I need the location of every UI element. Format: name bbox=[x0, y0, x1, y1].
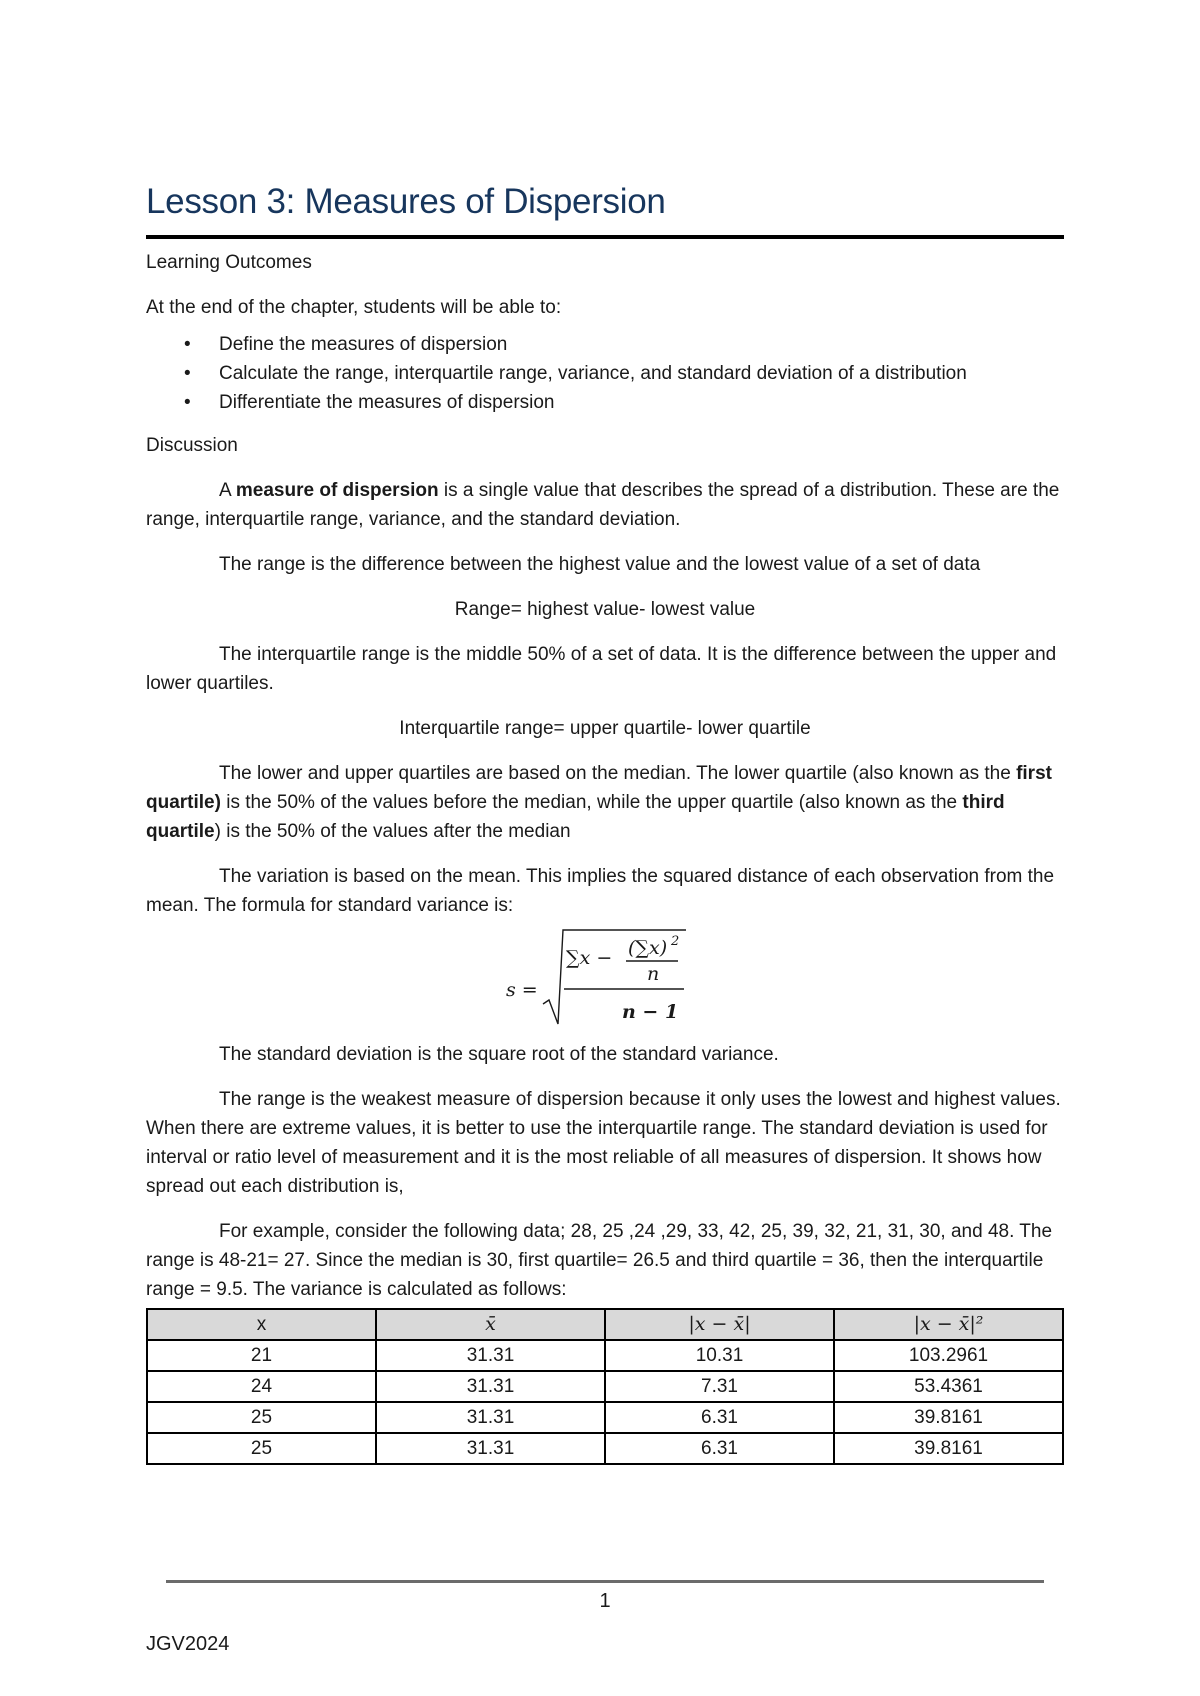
paragraph-variation: The variation is based on the mean. This implies the squared distance of each observation from the mean. The formula for standard variance is: bbox=[146, 866, 1055, 916]
outcome-text: Differentiate the measures of dispersion bbox=[219, 392, 555, 413]
page-number: 1 bbox=[599, 1590, 611, 1612]
table-cell: 31.31 bbox=[376, 1340, 605, 1371]
table-cell: 6.31 bbox=[605, 1402, 834, 1433]
table-cell: 31.31 bbox=[376, 1402, 605, 1433]
range-formula: Range= highest value- lowest value bbox=[454, 599, 756, 620]
table-cell: 24 bbox=[147, 1371, 376, 1402]
paragraph-example: For example, consider the following data; 28, 25 ,24 ,29, 33, 42, 25, 39, 32, 21, 31, 30, and 48. The range is 48-21= 27. Since the median is 30, first quartile= 26.5 and third quartile = 36, then the interquartile range = 9.5. The variance is calculated as follows: bbox=[146, 1221, 1053, 1300]
paragraph-dispersion-definition bbox=[146, 476, 1064, 534]
table-cell: 25 bbox=[147, 1433, 376, 1464]
list-item bbox=[146, 359, 1064, 388]
outcomes-intro: At the end of the chapter, students will be able to: bbox=[146, 297, 562, 318]
table-row bbox=[147, 1402, 1063, 1433]
paragraph-quartiles bbox=[146, 759, 1064, 846]
table-cell: 53.4361 bbox=[834, 1371, 1063, 1402]
paragraph-standard-deviation: The standard deviation is the square root of the standard variance. bbox=[219, 1044, 779, 1065]
lesson-title: Lesson 3: Measures of Dispersion bbox=[146, 182, 666, 221]
document-body bbox=[146, 248, 1064, 1465]
paragraph-range: The range is the difference between the highest value and the lowest value of a set of data bbox=[219, 554, 981, 575]
iqr-formula: Interquartile range= upper quartile- lower quartile bbox=[399, 718, 811, 739]
bold-term: measure of dispersion bbox=[235, 480, 439, 501]
table-row bbox=[147, 1433, 1063, 1464]
list-item bbox=[146, 388, 1064, 417]
column-header-squared-deviation: |x − x̄|² bbox=[834, 1309, 1063, 1340]
bullet-icon: • bbox=[184, 334, 191, 355]
outcomes-list bbox=[146, 330, 1064, 417]
table-cell: 10.31 bbox=[605, 1340, 834, 1371]
text-run: is a single value that describes the spread of a distribution. These are the range, interquartile range, variance, and the standard deviation. bbox=[146, 480, 1060, 530]
bold-term: first quartile) bbox=[146, 763, 1052, 813]
table-cell: 7.31 bbox=[605, 1371, 834, 1402]
paragraph-comparison: The range is the weakest measure of dispersion because it only uses the lowest and highest values. When there are extreme values, it is better to use the interquartile range. The standard deviation is used for interval or ratio level of measurement and it is the most reliable of all measures of dispersion. It shows how spread out each distribution is, bbox=[146, 1089, 1061, 1197]
formula-lhs: s = bbox=[506, 979, 538, 1001]
variance-formula-graphic bbox=[506, 926, 726, 1028]
formula-denominator: n − 1 bbox=[622, 1001, 679, 1023]
text-run: ) is the 50% of the values after the median bbox=[214, 821, 571, 842]
discussion-heading: Discussion bbox=[146, 435, 238, 456]
table-cell: 31.31 bbox=[376, 1433, 605, 1464]
text-run: is the 50% of the values before the median, while the upper quartile (also known as the bbox=[220, 792, 963, 813]
footer-divider bbox=[166, 1580, 1044, 1583]
text-run: The lower and upper quartiles are based on the median. The lower quartile (also known as the bbox=[219, 763, 1017, 784]
variance-table bbox=[146, 1308, 1064, 1465]
formula-n-inner: n bbox=[647, 963, 660, 985]
table-header-row bbox=[147, 1309, 1063, 1340]
bold-term: third quartile bbox=[146, 792, 1005, 842]
table-cell: 6.31 bbox=[605, 1433, 834, 1464]
paragraph-iqr: The interquartile range is the middle 50% of a set of data. It is the difference between the upper and lower quartiles. bbox=[146, 644, 1057, 694]
column-header-abs-deviation: |x − x̄| bbox=[605, 1309, 834, 1340]
table-row bbox=[147, 1371, 1063, 1402]
formula-sum-x: ∑x − bbox=[566, 947, 613, 969]
text-run: A bbox=[219, 480, 236, 501]
table-cell: 39.8161 bbox=[834, 1402, 1063, 1433]
table-cell: 21 bbox=[147, 1340, 376, 1371]
title-underline bbox=[146, 235, 1064, 239]
outcome-text: Calculate the range, interquartile range, variance, and standard deviation of a distribution bbox=[219, 363, 967, 384]
table-cell: 39.8161 bbox=[834, 1433, 1063, 1464]
learning-outcomes-heading: Learning Outcomes bbox=[146, 252, 312, 273]
bullet-icon: • bbox=[184, 392, 191, 413]
variance-formula bbox=[146, 926, 1064, 1028]
table-cell: 25 bbox=[147, 1402, 376, 1433]
table-cell: 103.2961 bbox=[834, 1340, 1063, 1371]
column-header-mean: x̄ bbox=[376, 1309, 605, 1340]
list-item bbox=[146, 330, 1064, 359]
formula-exponent: 2 bbox=[671, 934, 680, 949]
table-cell: 31.31 bbox=[376, 1371, 605, 1402]
footer-code: JGV2024 bbox=[146, 1633, 230, 1655]
document-page bbox=[146, 0, 1064, 1696]
table-row bbox=[147, 1340, 1063, 1371]
formula-sum-squared: (∑x) bbox=[628, 937, 668, 959]
bullet-icon: • bbox=[184, 363, 191, 384]
column-header-x: x bbox=[147, 1309, 376, 1340]
outcome-text: Define the measures of dispersion bbox=[219, 334, 508, 355]
